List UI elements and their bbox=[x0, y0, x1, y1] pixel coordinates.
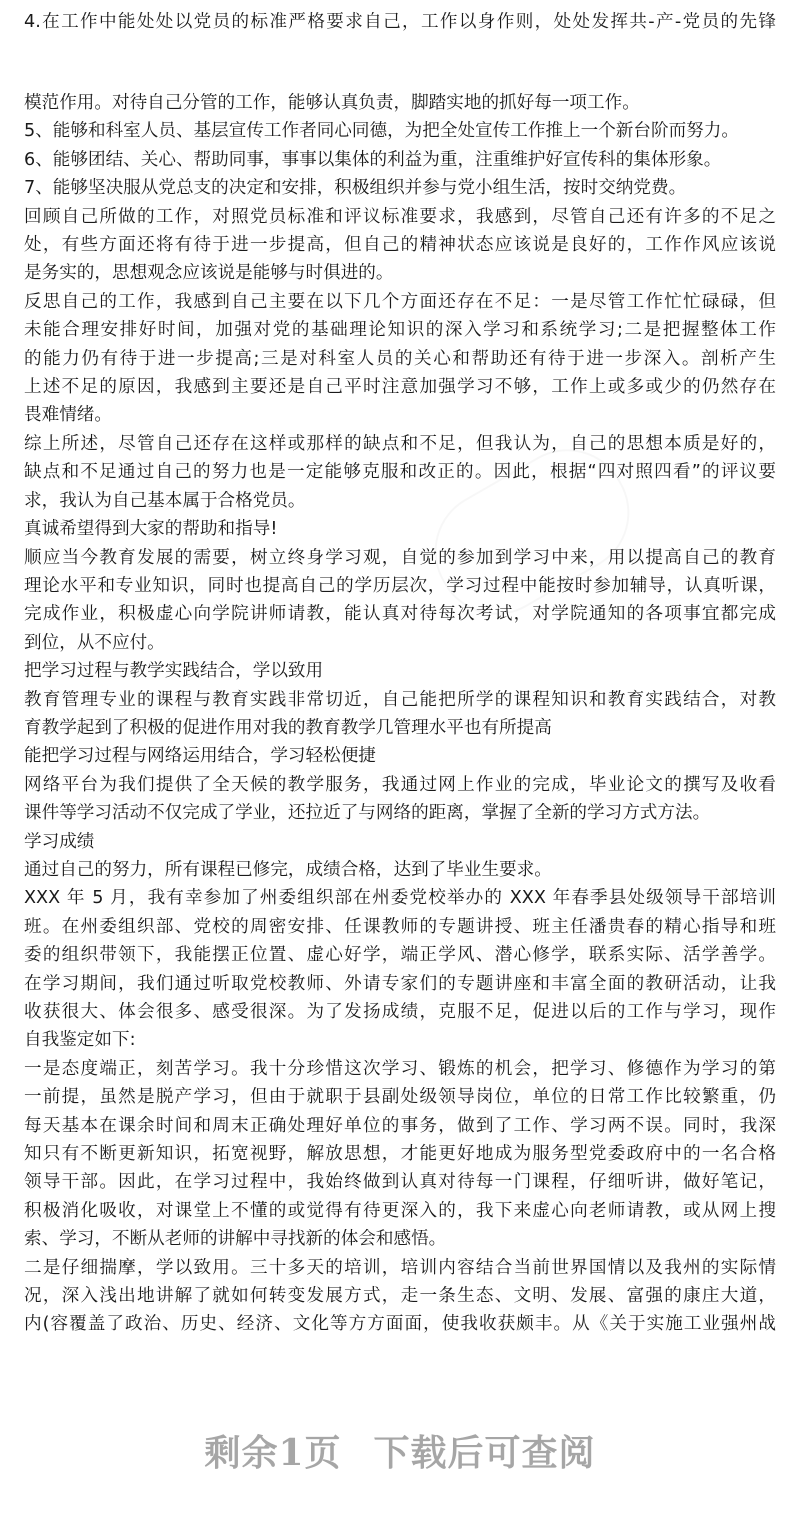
text-line: 真诚希望得到大家的帮助和指导! bbox=[24, 519, 278, 540]
text-line: 4.在工作中能处处以党员的标准严格要求自己，工作以身作则，处处发挥共-产-党员的先锋 bbox=[24, 12, 776, 32]
text-line: 知只有不断更新知识，拓宽视野，解放思想，才能更好地成为服务型党委政府中的一名合格 bbox=[24, 1144, 776, 1165]
text-line: 5、能够和科室人员、基层宣传工作者同心同德，为把全处宣传工作推上一个新台阶而努力。 bbox=[24, 121, 739, 142]
document-body bbox=[24, 89, 776, 1339]
paragraph bbox=[24, 771, 776, 828]
text-line: 教育管理专业的课程与教育实践非常切近，自己能把所学的课程知识和教育实践结合，对教 bbox=[24, 689, 776, 710]
paragraph bbox=[24, 515, 776, 543]
text-line: 班。在州委组织部、党校的周密安排、任课教师的专题讲授、班主任潘贵春的精心指导和班 bbox=[24, 916, 776, 937]
text-line: 能把学习过程与网络运用结合，学习轻松便捷 bbox=[24, 746, 376, 767]
paragraph bbox=[24, 117, 776, 145]
text-line: 积极消化吸收，对课堂上不懂的或觉得有待更深入的，我下来虚心向老师请教，或从网上搜 bbox=[24, 1200, 776, 1221]
text-line: 到位，从不应付。 bbox=[24, 632, 165, 653]
text-line: 在学习期间，我们通过听取党校教师、外请专家们的专题讲座和丰富全面的教研活动，让我 bbox=[24, 973, 776, 994]
text-line: 自我鉴定如下: bbox=[24, 1030, 136, 1051]
text-line: 缺点和不足通过自己的努力也是一定能够克服和改正的。因此，根据“四对照四看”的评议要 bbox=[24, 462, 776, 483]
text-line: 二是仔细揣摩，学以致用。三十多天的培训，培训内容结合当前世界国情以及我州的实际情 bbox=[24, 1257, 776, 1278]
text-line: 内(容覆盖了政治、历史、经济、文化等方方面面，使我收获颇丰。从《关于实施工业强州战 bbox=[24, 1314, 776, 1335]
text-line: 是务实的，思想观念应该说是能够与时俱进的。 bbox=[24, 263, 394, 284]
text-line: 把学习过程与教学实践结合，学以致用 bbox=[24, 661, 324, 682]
text-line: 综上所述，尽管自己还存在这样或那样的缺点和不足，但我认为，自己的思想本质是好的， bbox=[24, 433, 776, 454]
text-line: 一是态度端正，刻苦学习。我十分珍惜这次学习、锻炼的机会，把学习、修德作为学习的第 bbox=[24, 1058, 776, 1079]
paragraph bbox=[24, 1254, 776, 1339]
paragraph bbox=[24, 288, 776, 430]
document-top bbox=[24, 8, 776, 36]
text-line: 畏难情绪。 bbox=[24, 405, 112, 426]
paragraph bbox=[24, 686, 776, 743]
text-line: 求，我认为自己基本属于合格党员。 bbox=[24, 490, 306, 511]
text-line: 通过自己的努力，所有课程已修完，成绩合格，达到了毕业生要求。 bbox=[24, 859, 552, 880]
paragraph bbox=[24, 742, 776, 770]
paragraph bbox=[24, 828, 776, 856]
paragraph bbox=[24, 430, 776, 515]
remaining-pages-label: 剩余1页 bbox=[204, 1432, 342, 1474]
paragraph bbox=[24, 174, 776, 202]
download-to-view-label: 下载后可查阅 bbox=[373, 1432, 596, 1474]
text-line: 未能合理安排好时间，加强对党的基础理论知识的深入学习和系统学习;二是把握整体工作 bbox=[24, 320, 776, 341]
paragraph bbox=[24, 884, 776, 1054]
paragraph bbox=[24, 856, 776, 884]
text-line: XXX 年 5 月，我有幸参加了州委组织部在州委党校举办的 XXX 年春季县处级领导干部培训 bbox=[24, 888, 776, 909]
text-line: 课件等学习活动不仅完成了学业，还拉近了与网络的距离，掌握了全新的学习方式方法。 bbox=[24, 803, 711, 824]
text-line: 一前提，虽然是脱产学习，但由于就职于县副处级领导岗位，单位的日常工作比较繁重，仍 bbox=[24, 1087, 776, 1108]
text-line: 收获很大、体会很多、感受很深。为了发扬成绩，克服不足，促进以后的工作与学习，现作 bbox=[24, 1002, 776, 1022]
paragraph bbox=[24, 1055, 776, 1254]
text-line: 委的组织带领下，我能摆正位置、虚心好学，端正学风、潜心修学，联系实际、活学善学。 bbox=[24, 945, 776, 966]
text-line: 领导干部。因此，在学习过程中，我始终做到认真对待每一门课程，仔细听讲，做好笔记， bbox=[24, 1172, 776, 1193]
paragraph bbox=[24, 146, 776, 174]
text-line: 理论水平和专业知识，同时也提高自己的学历层次，学习过程中能按时参加辅导，认真听课， bbox=[24, 575, 776, 596]
paragraph bbox=[24, 657, 776, 685]
text-line: 顺应当今教育发展的需要，树立终身学习观，自觉的参加到学习中来，用以提高自己的教育 bbox=[24, 547, 776, 568]
text-line: 6、能够团结、关心、帮助同事，事事以集体的利益为重，注重维护好宣传科的集体形象。 bbox=[24, 149, 722, 170]
text-line: 上述不足的原因，我感到主要还是自己平时注意加强学习不够，工作上或多或少的仍然存在 bbox=[24, 377, 776, 398]
paragraph bbox=[24, 203, 776, 288]
text-line: 回顾自己所做的工作，对照党员标准和评议标准要求，我感到，尽管自己还有许多的不足之 bbox=[24, 206, 776, 227]
download-prompt[interactable] bbox=[0, 1425, 800, 1476]
text-line: 反思自己的工作，我感到自己主要在以下几个方面还存在不足：一是尽管工作忙忙碌碌，但 bbox=[24, 291, 776, 312]
text-line: 况，深入浅出地讲解了就如何转变发展方式，走一条生态、文明、发展、富强的康庄大道， bbox=[24, 1286, 776, 1307]
text-line: 模范作用。对待自己分管的工作，能够认真负责，脚踏实地的抓好每一项工作。 bbox=[24, 93, 640, 113]
text-line: 完成作业，积极虚心向学院讲师请教，能认真对待每次考试，对学院通知的各项事宜都完成 bbox=[24, 604, 776, 625]
text-line: 学习成绩 bbox=[24, 831, 95, 852]
text-line: 育教学起到了积极的促进作用对我的教育教学几管理水平也有所提高 bbox=[24, 717, 552, 738]
text-line: 索、学习，不断从老师的讲解中寻找新的体会和感悟。 bbox=[24, 1229, 447, 1250]
text-line: 网络平台为我们提供了全天候的教学服务，我通过网上作业的完成，毕业论文的撰写及收看 bbox=[24, 774, 776, 795]
paragraph bbox=[24, 544, 776, 658]
text-line: 处，有些方面还将有待于进一步提高，但自己的精神状态应该说是良好的，工作作风应该说 bbox=[24, 235, 776, 256]
text-line: 每天基本在课余时间和周末正确处理好单位的事务，做到了工作、学习两不误。同时，我深 bbox=[24, 1115, 776, 1136]
text-line: 的能力仍有待于进一步提高;三是对科室人员的关心和帮助还有待于进一步深入。剖析产生 bbox=[24, 348, 776, 369]
text-line: 7、能够坚决服从党总支的决定和安排，积极组织并参与党小组生活，按时交纳党费。 bbox=[24, 178, 687, 199]
